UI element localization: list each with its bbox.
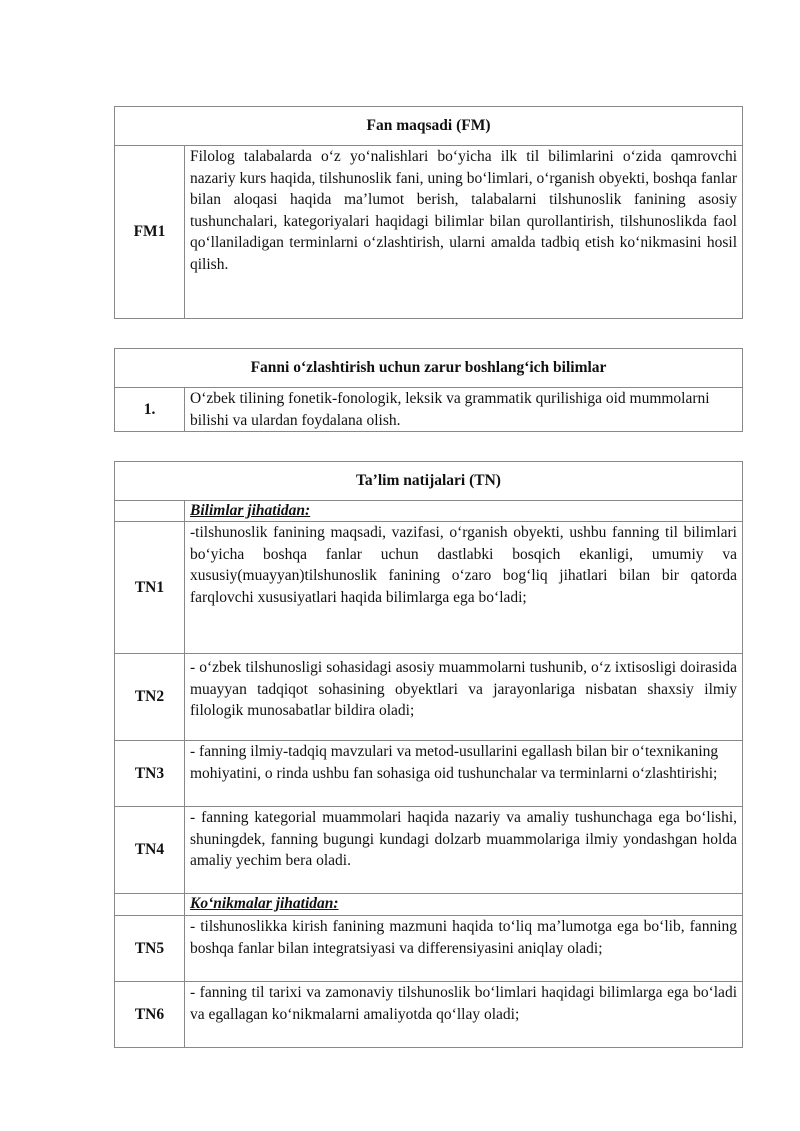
tn6-text: - fanning til tarixi va zamonaviy tilshunoslik bo‘limlari haqidagi bilimlarga ega bo‘ladi va egallagan ko‘nikmalarni amaliyotda qo‘llay oladi;	[185, 982, 743, 1048]
tn5-code: TN5	[115, 916, 185, 982]
boshlangich-bilimlar-table	[114, 348, 743, 432]
tn5-text: - tilshunoslikka kirish fanining mazmuni haqida to‘liq ma’lumotga ega bo‘lib, fanning boshqa fanlar bilan integratsiyasi va differensiyasini aniqlay oladi;	[185, 916, 743, 982]
bilimlar-subheader: Bilimlar jihatidan:	[185, 501, 743, 522]
konikmalar-subheader: Ko‘nikmalar jihatidan:	[185, 894, 743, 916]
bilim-1-text: O‘zbek tilining fonetik-fonologik, leksik va grammatik qurilishiga oid mummolarni bilishi va ulardan foydalana olish.	[185, 388, 743, 432]
talim-natijalari-header: Ta’lim natijalari (TN)	[115, 462, 743, 501]
tn3-text: - fanning ilmiy-tadqiq mavzulari va metod-usullarini egallash bilan bir o‘texnikaning mohiyatini, o rinda ushbu fan sohasiga oid tushunchalar va terminlarni o‘zlashtirishi;	[185, 741, 743, 807]
fm1-code: FM1	[115, 146, 185, 319]
fan-maqsadi-header: Fan maqsadi (FM)	[115, 107, 743, 146]
tn2-code: TN2	[115, 654, 185, 741]
subheader-empty-cell	[115, 501, 185, 522]
tn1-code: TN1	[115, 522, 185, 654]
tn1-text: -tilshunoslik fanining maqsadi, vazifasi, o‘rganish obyekti, ushbu fanning til bilimlari bo‘yicha boshqa fanlar uchun dastlabki bosqich ekanligi, umumiy va xususiy(muayyan)tilshunoslik fanining o‘zaro bog‘liq jihatlari bilan bir qatorda farqlovchi xususiyatlari haqida bilimlarga ega bo‘ladi;	[185, 522, 743, 654]
tn6-code: TN6	[115, 982, 185, 1048]
fm1-text: Filolog talabalarda o‘z yo‘nalishlari bo‘yicha ilk til bilimlarini o‘zida qamrovchi nazariy kurs haqida, tilshunoslik fani, uning bo‘limlari, o‘rganish obyekti, boshqa fanlar bilan aloqasi haqida ma’lumot berish, talabalarni tilshunoslik fanining asosiy tushunchalari, kategoriyalari haqidagi bilimlar bilan qurollantirish, tilshunoslikda faol qo‘llaniladigan terminlarni o‘zlashtirish, ularni amalda tadbiq etish ko‘nikmasini hosil qilish.	[185, 146, 743, 319]
talim-natijalari-table	[114, 461, 743, 1048]
subheader-empty-cell	[115, 894, 185, 916]
fan-maqsadi-table	[114, 106, 743, 319]
tn4-code: TN4	[115, 807, 185, 894]
bilim-1-code: 1.	[115, 388, 185, 432]
tn4-text: - fanning kategorial muammolari haqida nazariy va amaliy tushunchaga ega bo‘lishi, shuningdek, fanning bugungi kundagi dolzarb muammolariga ilmiy yondashgan holda amaliy yechim bera oladi.	[185, 807, 743, 894]
tn3-code: TN3	[115, 741, 185, 807]
boshlangich-bilimlar-header: Fanni o‘zlashtirish uchun zarur boshlang‘ich bilimlar	[115, 349, 743, 388]
tn2-text: - o‘zbek tilshunosligi sohasidagi asosiy muammolarni tushunib, o‘z ixtisosligi doirasida muayyan tadqiqot sohasining obyektlari va jarayonlariga nisbatan shaxsiy ilmiy filologik munosabatlar bildira oladi;	[185, 654, 743, 741]
